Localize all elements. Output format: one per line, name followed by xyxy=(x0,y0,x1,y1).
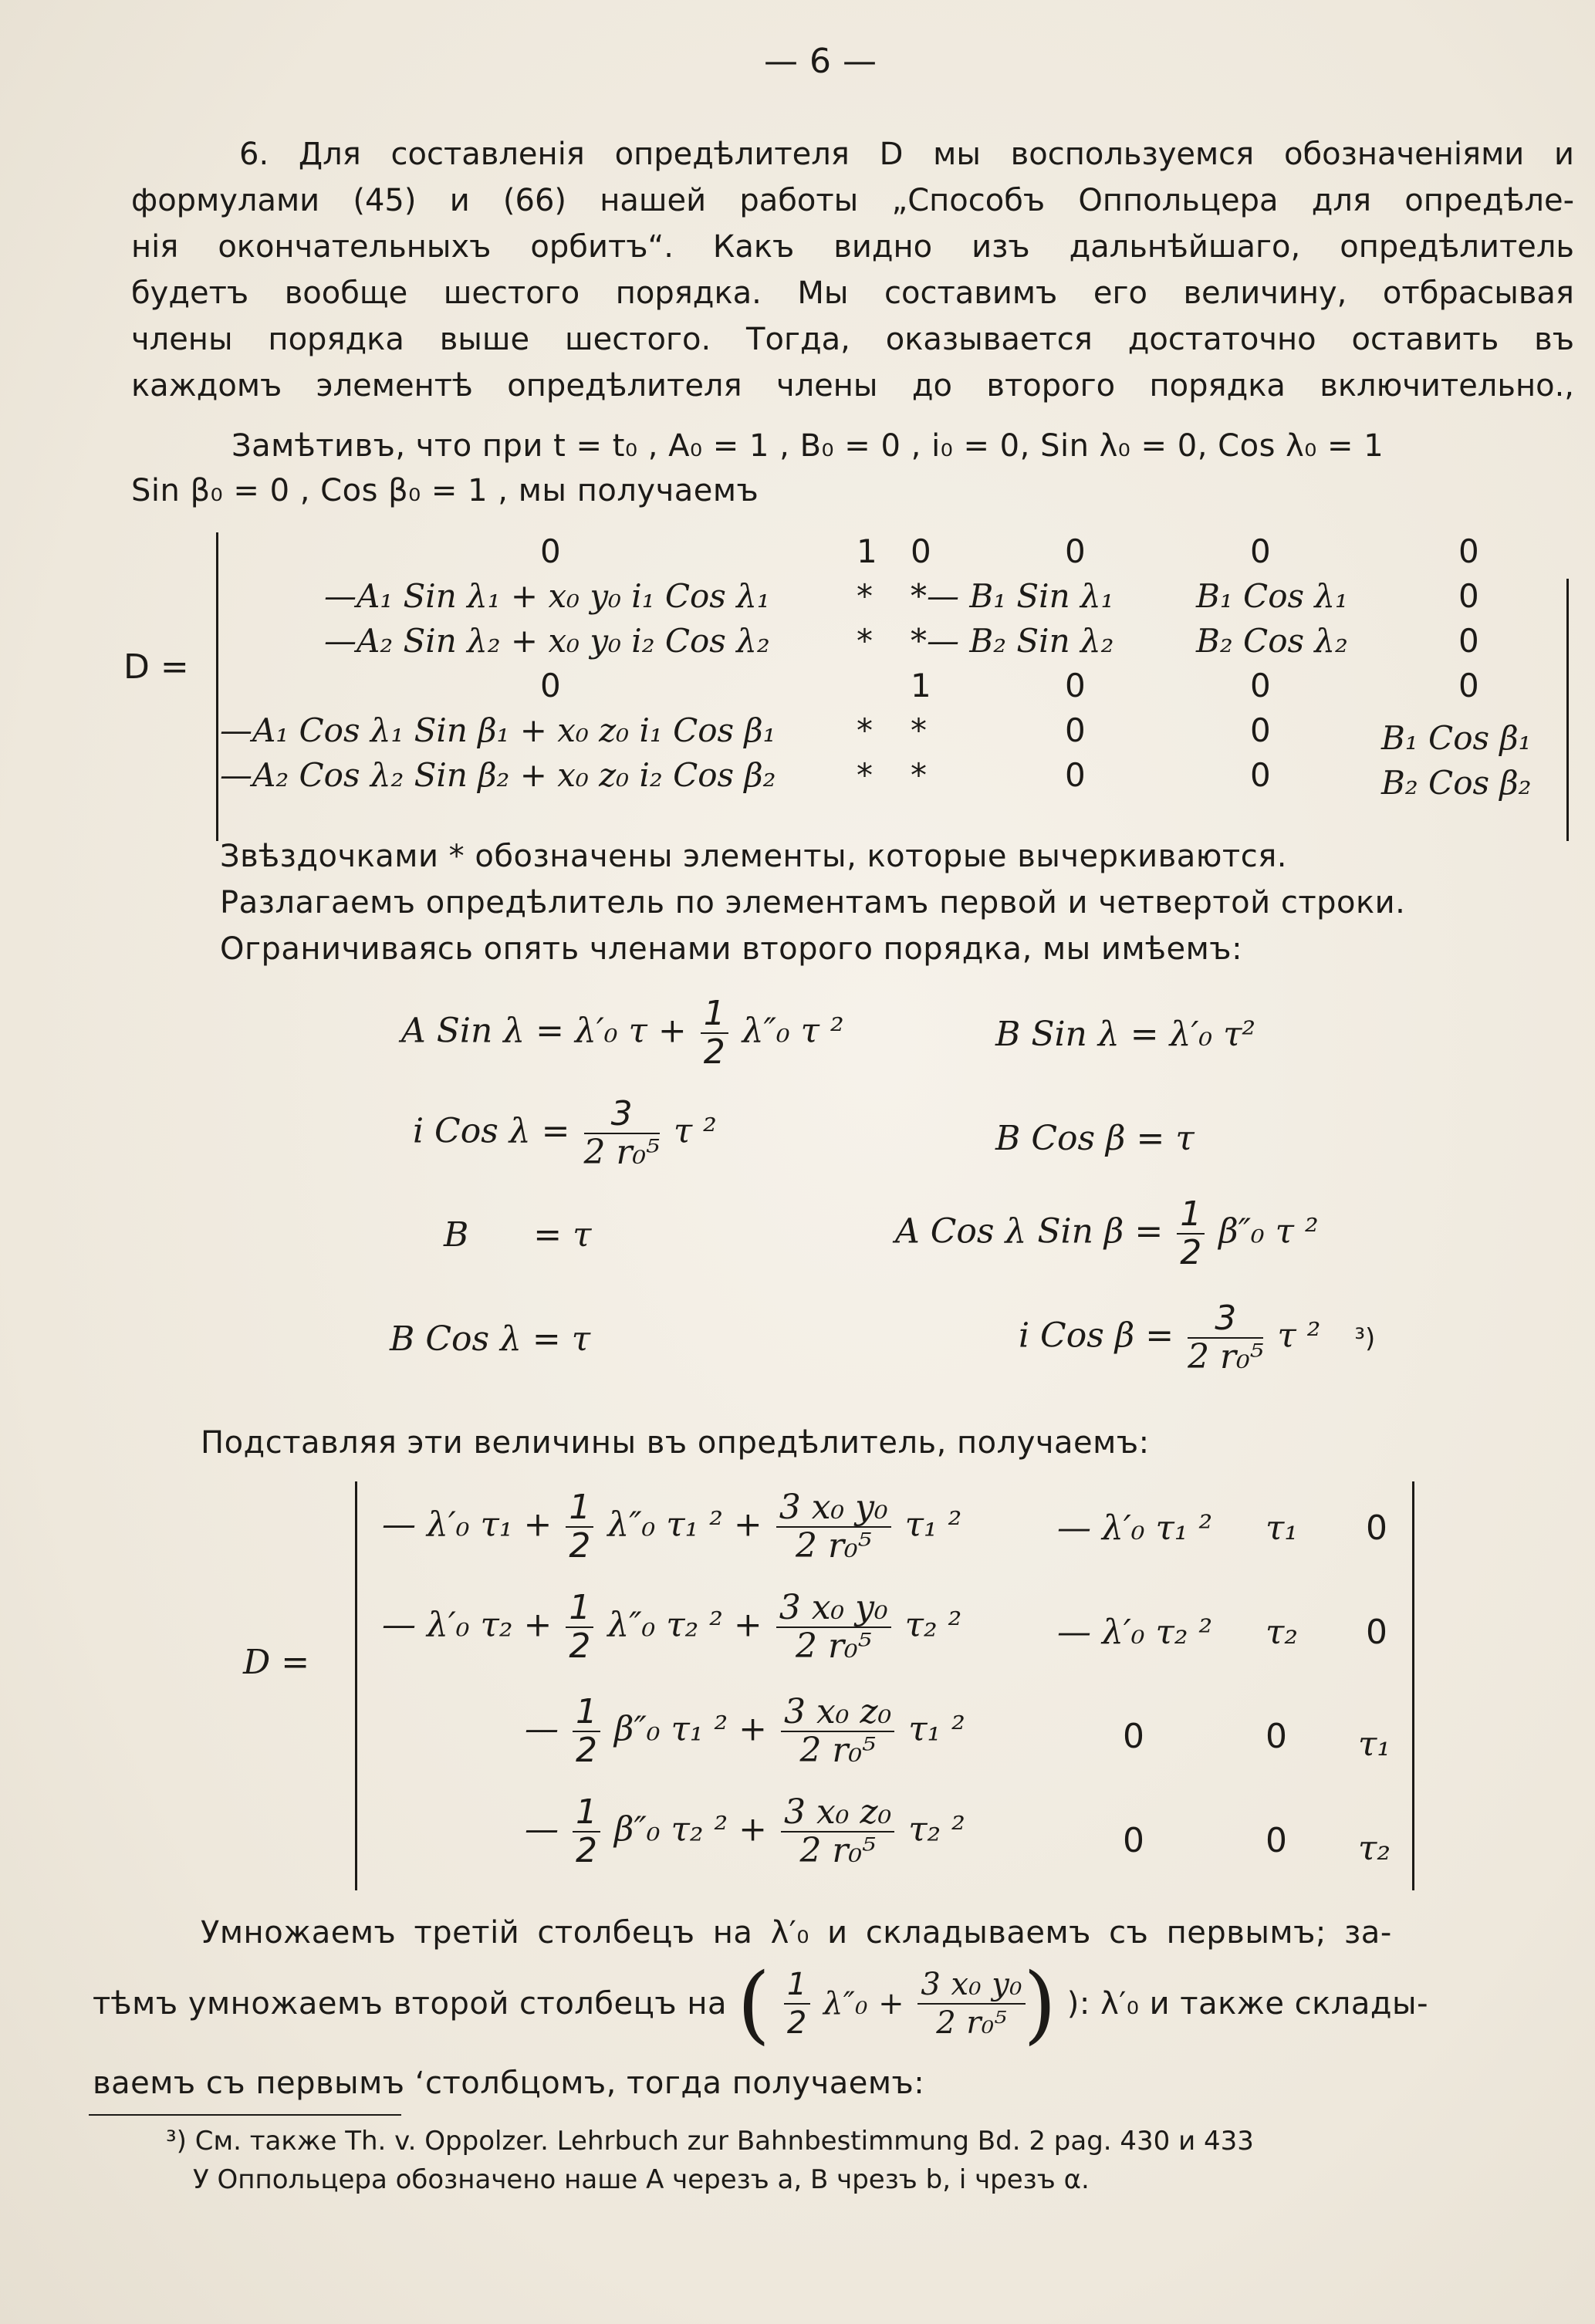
det2-term: τ₁ ² xyxy=(904,1505,962,1545)
fraction-numerator: 1 xyxy=(566,1589,593,1628)
formula-b-cos-lambda: B Cos λ = τ xyxy=(390,1319,591,1359)
determinant-left-bar xyxy=(216,532,218,841)
formula-i-cos-lambda xyxy=(413,1096,717,1171)
determinant-right-bar xyxy=(1412,1481,1414,1890)
paragraph-intro xyxy=(131,131,1574,409)
conditions-line-2: Sin β₀ = 0 , Cos β₀ = 1 , мы получаемъ xyxy=(131,473,759,508)
text-line: нія окончательныхъ орбитъ“. Какъ видно изъ дальнѣйшаго, опредѣлитель xyxy=(131,229,1574,265)
fraction-denominator: 2 r₀⁵ xyxy=(583,1133,660,1172)
det2-cell: 0 xyxy=(1366,1613,1387,1652)
open-paren: ( xyxy=(737,1954,771,2053)
det1-cell: B₂ Cos λ₂ xyxy=(1196,622,1348,660)
det1-cell: * xyxy=(911,756,927,794)
formula-text: τ ² xyxy=(673,1111,717,1151)
fraction-denominator: 2 r₀⁵ xyxy=(1188,1337,1264,1376)
det1-cell: * xyxy=(911,711,927,749)
fraction-denominator: 2 r₀⁵ xyxy=(796,1626,872,1666)
fraction xyxy=(784,1966,810,2042)
formula-b: B = τ xyxy=(444,1215,592,1255)
det2-term: λ″₀ τ₂ ² + xyxy=(607,1605,762,1645)
fraction-numerator: 3 x₀ y₀ xyxy=(776,1589,891,1628)
fraction xyxy=(1188,1300,1263,1376)
text-line: Звѣздочками * обозначены элементы, которые вычеркиваются. xyxy=(220,839,1287,874)
fraction-numerator: 1 xyxy=(573,1694,600,1732)
text-line: Подставляя эти величины въ опредѣлитель, получаемъ: xyxy=(201,1425,1150,1461)
text-segment: ): λ′₀ и также склады- xyxy=(1066,1986,1429,2022)
text-segment: λ″₀ + xyxy=(823,1986,905,2022)
det2-term: — xyxy=(525,1709,559,1749)
det1-cell: 0 xyxy=(540,532,561,570)
det1-cell: 0 xyxy=(1250,667,1271,704)
formula-b-cos-beta: B Cos β = τ xyxy=(995,1119,1195,1158)
det1-cell: 0 xyxy=(911,532,931,570)
fraction-denominator: 2 xyxy=(786,2005,807,2041)
footnote-ref: ³) xyxy=(1354,1322,1376,1354)
fraction-numerator: 1 xyxy=(701,995,728,1034)
formula-text: i Cos β = xyxy=(1019,1316,1174,1356)
det1-cell: 0 xyxy=(1458,622,1479,660)
det2-row-1 xyxy=(382,1489,961,1565)
det1-cell: * xyxy=(857,577,873,615)
det1-cell: 0 xyxy=(1065,667,1086,704)
det1-cell: —A₂ Cos λ₂ Sin β₂ + x₀ z₀ i₂ Cos β₂ xyxy=(220,756,776,794)
fraction-denominator: 2 r₀⁵ xyxy=(936,2005,1008,2041)
fraction-numerator: 3 x₀ y₀ xyxy=(776,1489,891,1528)
formula-b-sin-lambda: B Sin λ = λ′₀ τ² xyxy=(995,1015,1256,1054)
det1-cell: 0 xyxy=(1458,577,1479,615)
text-line: Умножаемъ третій столбецъ на λ′₀ и складываемъ съ первымъ; за- xyxy=(201,1915,1392,1951)
text-line: будетъ вообще шестого порядка. Мы составимъ его величину, отбрасывая xyxy=(131,275,1574,311)
fraction xyxy=(776,1489,891,1565)
fraction-denominator: 2 xyxy=(569,1526,591,1566)
det1-cell: B₁ Cos λ₁ xyxy=(1196,577,1348,615)
det1-cell: —A₂ Sin λ₂ + x₀ y₀ i₂ Cos λ₂ xyxy=(324,622,770,660)
determinant-left-bar xyxy=(355,1481,357,1890)
fraction xyxy=(701,995,728,1071)
fraction xyxy=(584,1096,660,1171)
det2-cell: 0 xyxy=(1123,1821,1144,1860)
text-line: формулами (45) и (66) нашей работы „Способъ Оппольцера для опредѣле- xyxy=(131,183,1574,218)
det2-cell: — λ′₀ τ₁ ² xyxy=(1057,1508,1213,1548)
text-line: Разлагаемъ опредѣлитель по элементамъ первой и четвертой строки. xyxy=(220,885,1406,920)
fraction-numerator: 3 xyxy=(1188,1300,1263,1339)
formula-text: A Cos λ Sin β = xyxy=(895,1211,1164,1252)
det1-cell: 1 xyxy=(911,667,931,704)
det2-term: β″₀ τ₂ ² + xyxy=(614,1809,767,1849)
det2-row-3 xyxy=(525,1694,965,1769)
fraction-denominator: 2 r₀⁵ xyxy=(799,1831,876,1870)
fraction-numerator: 3 xyxy=(584,1096,660,1134)
formula-i-cos-beta xyxy=(1019,1300,1375,1376)
fraction xyxy=(1177,1196,1205,1272)
det1-cell: 0 xyxy=(1250,711,1271,749)
det2-term: τ₂ ² xyxy=(908,1809,965,1849)
det2-cell: 0 xyxy=(1266,1717,1287,1756)
det1-cell: 0 xyxy=(540,667,561,704)
det1-cell: * xyxy=(857,711,873,749)
fraction-numerator: 3 x₀ y₀ xyxy=(917,1966,1026,2005)
text-line-with-formula xyxy=(93,1954,1429,2053)
det1-cell: B₂ Cos β₂ xyxy=(1381,764,1532,802)
fraction-denominator: 2 xyxy=(703,1032,725,1072)
det1-cell: *— B₂ Sin λ₂ xyxy=(911,622,1114,660)
footnote-line: ³) См. также Th. v. Oppolzer. Lehrbuch zur Bahnbestimmung Bd. 2 pag. 430 и 433 xyxy=(166,2126,1254,2157)
det1-cell: B₁ Cos β₁ xyxy=(1381,719,1532,757)
formula-text: τ ² xyxy=(1277,1316,1321,1356)
fraction-numerator: 1 xyxy=(1177,1196,1205,1235)
det1-cell: 0 xyxy=(1250,756,1271,794)
fraction-numerator: 1 xyxy=(784,1966,810,2005)
det2-cell: τ₂ xyxy=(1358,1829,1391,1868)
det1-cell: * xyxy=(857,622,873,660)
fraction xyxy=(566,1489,593,1565)
fraction xyxy=(781,1794,894,1870)
fraction xyxy=(917,1966,1026,2042)
det1-cell: —A₁ Sin λ₁ + x₀ y₀ i₁ Cos λ₁ xyxy=(324,577,770,615)
fraction-denominator: 2 xyxy=(576,1831,597,1870)
fraction-numerator: 3 x₀ z₀ xyxy=(781,1694,894,1732)
det2-cell: τ₂ xyxy=(1266,1613,1298,1652)
text-line: Ограничиваясь опять членами второго порядка, мы имѣемъ: xyxy=(220,931,1243,967)
det1-cell: 0 xyxy=(1065,711,1086,749)
det2-cell: 0 xyxy=(1366,1508,1387,1548)
formula-text: β″₀ τ ² xyxy=(1218,1211,1319,1252)
det2-row-2 xyxy=(382,1589,961,1665)
det1-cell: —A₁ Cos λ₁ Sin β₁ + x₀ z₀ i₁ Cos β₁ xyxy=(220,711,776,749)
fraction-numerator: 1 xyxy=(573,1794,600,1833)
close-paren: ) xyxy=(1023,1954,1057,2053)
det2-cell: τ₁ xyxy=(1266,1508,1298,1548)
fraction-denominator: 2 r₀⁵ xyxy=(799,1731,876,1770)
det1-cell: *— B₁ Sin λ₁ xyxy=(911,577,1114,615)
det2-term: — xyxy=(525,1809,559,1849)
det2-cell: 0 xyxy=(1266,1821,1287,1860)
det1-cell: 0 xyxy=(1458,532,1479,570)
footnote-rule xyxy=(89,2114,401,2116)
text-line: 6. Для составленія опредѣлителя D мы воспользуемся обозначеніями и xyxy=(239,137,1574,172)
det1-cell: 0 xyxy=(1065,756,1086,794)
fraction-denominator: 2 xyxy=(576,1731,597,1770)
text-line: члены порядка выше шестого. Тогда, оказывается достаточно оставить въ xyxy=(131,322,1574,357)
fraction xyxy=(781,1694,894,1769)
det2-term: — λ′₀ τ₁ + xyxy=(382,1505,553,1545)
det1-cell: 0 xyxy=(1250,532,1271,570)
determinant-1 xyxy=(116,525,1566,849)
det1-cell: 1 xyxy=(857,532,877,570)
fraction-denominator: 2 xyxy=(1180,1233,1202,1272)
formula-text: λ″₀ τ ² xyxy=(742,1011,844,1051)
det2-cell: — λ′₀ τ₂ ² xyxy=(1057,1613,1213,1652)
det2-term: τ₁ ² xyxy=(908,1709,965,1749)
determinant-label: D = xyxy=(123,647,189,687)
text-line: каждомъ элементѣ опредѣлителя члены до второго порядка включительно., xyxy=(131,368,1574,404)
det2-cell: τ₁ xyxy=(1358,1724,1391,1764)
formula-text: A Sin λ = λ′₀ τ + xyxy=(401,1011,687,1051)
fraction-denominator: 2 xyxy=(569,1626,591,1666)
text-segment: тѣмъ умножаемъ второй столбецъ на xyxy=(93,1986,728,2022)
det1-cell: 0 xyxy=(1065,532,1086,570)
fraction xyxy=(566,1589,593,1665)
fraction xyxy=(573,1694,600,1769)
formula-a-sin-lambda xyxy=(401,995,844,1071)
determinant-right-bar xyxy=(1566,579,1569,841)
det1-cell: 0 xyxy=(1458,667,1479,704)
conditions-line: Замѣтивъ, что при t = t₀ , A₀ = 1 , B₀ = 0 , i₀ = 0, Sin λ₀ = 0, Cos λ₀ = 1 xyxy=(231,428,1384,464)
det2-cell: 0 xyxy=(1123,1717,1144,1756)
fraction-numerator: 3 x₀ z₀ xyxy=(781,1794,894,1833)
page-number: — 6 — xyxy=(764,42,877,81)
det2-term: β″₀ τ₁ ² + xyxy=(614,1709,767,1749)
det2-row-4 xyxy=(525,1794,965,1870)
fraction xyxy=(776,1589,891,1665)
det2-term: — λ′₀ τ₂ + xyxy=(382,1605,553,1645)
det2-term: τ₂ ² xyxy=(904,1605,962,1645)
det2-term: λ″₀ τ₁ ² + xyxy=(607,1505,762,1545)
det1-cell: * xyxy=(857,756,873,794)
text-line: ваемъ съ первымъ ‘столбцомъ, тогда получаемъ: xyxy=(93,2066,925,2101)
determinant-label: D = xyxy=(243,1643,310,1682)
fraction xyxy=(573,1794,600,1870)
formula-text: i Cos λ = xyxy=(413,1111,570,1151)
fraction-denominator: 2 r₀⁵ xyxy=(796,1526,872,1566)
footnote-line: У Оппольцера обозначено наше A черезъ a, B чрезъ b, i чрезъ α. xyxy=(193,2164,1090,2195)
formula-a-cos-lambda-sin-beta xyxy=(895,1196,1319,1272)
fraction-numerator: 1 xyxy=(566,1489,593,1528)
